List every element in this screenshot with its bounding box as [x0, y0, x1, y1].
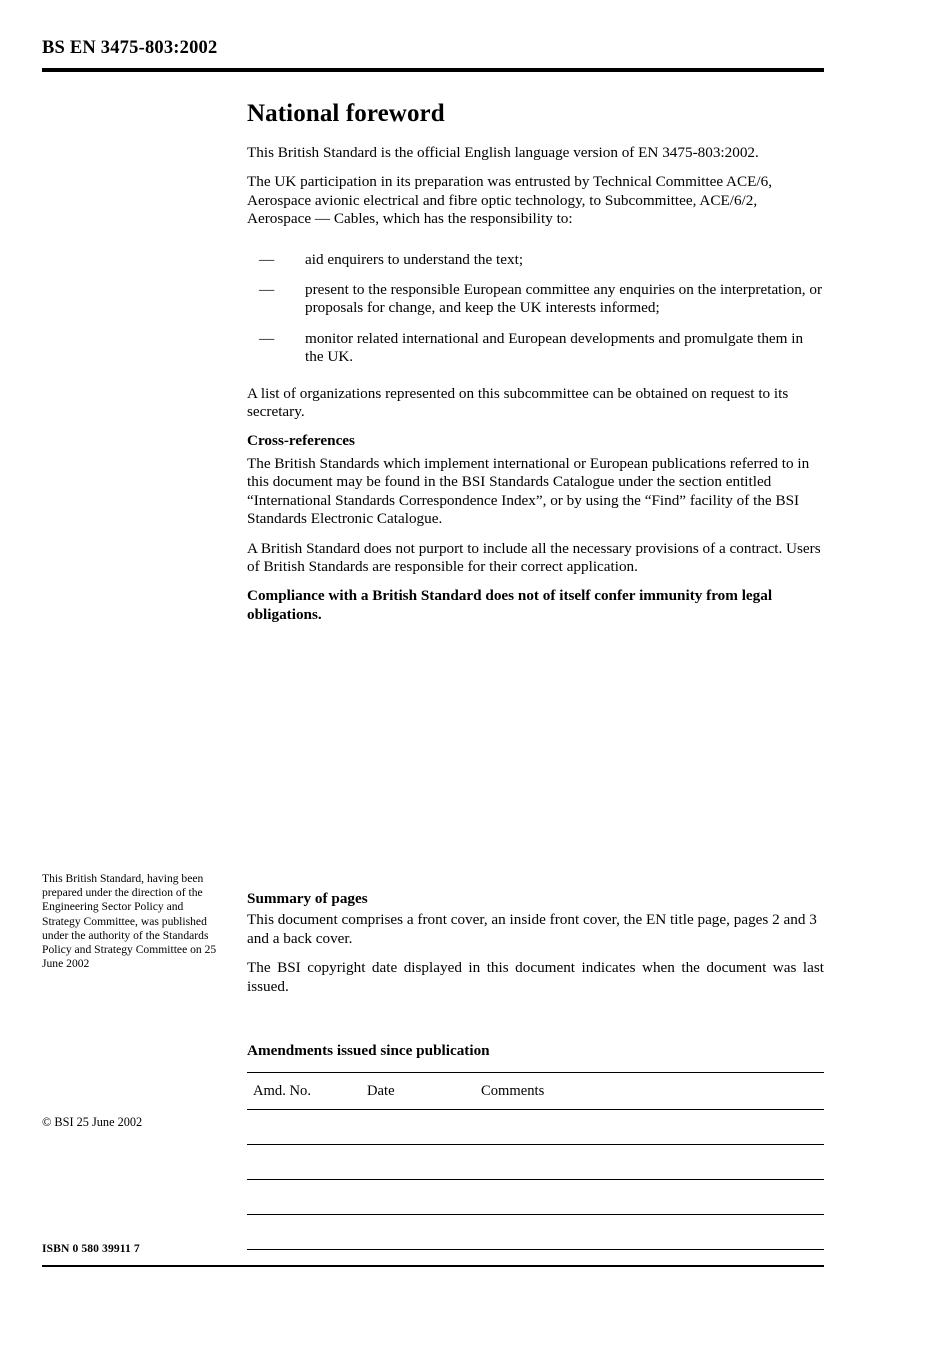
cell-comments	[475, 1145, 824, 1180]
table-row	[247, 1180, 824, 1215]
copyright-line: © BSI 25 June 2002	[42, 1115, 143, 1129]
column-header-comments: Comments	[475, 1073, 824, 1110]
responsibility-list	[247, 251, 824, 367]
cell-date	[361, 1180, 475, 1215]
summary-section	[247, 890, 824, 1007]
dash-bullet-icon: —	[259, 250, 275, 268]
cross-references-paragraph: The British Standards which implement international or European publications referred to in this document may be found in the BSI Standards Catalogue under the section entitled “International Standards Correspondence Index”, or by using the “Find” facility of the BSI Standards Electronic Catalogue.	[247, 454, 810, 528]
table-row	[247, 1110, 824, 1145]
cell-amd-no	[247, 1110, 361, 1145]
amendments-table	[247, 1072, 824, 1250]
compliance-note: Compliance with a British Standard does not of itself confer immunity from legal obligations.	[247, 587, 773, 623]
summary-paragraph-2: The BSI copyright date displayed in this document indicates when the document was last issued.	[247, 959, 824, 995]
table-header-row	[247, 1073, 824, 1110]
table-row	[247, 1215, 824, 1250]
list-item-label: aid enquirers to understand the text;	[305, 250, 524, 268]
cell-amd-no	[247, 1180, 361, 1215]
amendments-title: Amendments issued since publication	[247, 1042, 490, 1059]
cell-comments	[475, 1110, 824, 1145]
margin-note: This British Standard, having been prepared under the direction of the Engineering Sector Policy and Strategy Committee, was published under the authority of the Standards Policy and Strategy Committee on 25 June 2002	[42, 872, 217, 971]
page-title: National foreword	[247, 100, 445, 127]
cell-date	[361, 1110, 475, 1145]
disclaimer-paragraph: A British Standard does not purport to include all the necessary provisions of a contract. Users of British Standards are responsible for their correct application.	[247, 539, 821, 575]
list-item-label: present to the responsible European committee any enquiries on the interpretation, or proposals for change, and keep the UK interests informed;	[305, 281, 823, 317]
cell-amd-no	[247, 1215, 361, 1250]
isbn-line: ISBN 0 580 39911 7	[42, 1242, 140, 1255]
cell-comments	[475, 1180, 824, 1215]
table-row	[247, 1145, 824, 1180]
foreword-paragraph-1: This British Standard is the official English language version of EN 3475-803:2002.	[247, 144, 759, 161]
cell-comments	[475, 1215, 824, 1250]
foreword-paragraph-3: A list of organizations represented on this subcommittee can be obtained on request to its secretary.	[247, 384, 789, 421]
dash-bullet-icon: —	[259, 329, 275, 347]
foreword-paragraph-2: The UK participation in its preparation was entrusted by Technical Committee ACE/6, Aerospace avionic electrical and fibre optic technology, to Subcommittee, ACE/6/2, Aerospace — Cables, which has the responsibility to:	[247, 173, 773, 228]
footer-rule	[42, 1265, 824, 1267]
header-rule	[42, 68, 824, 72]
cell-date	[361, 1215, 475, 1250]
list-item	[247, 251, 824, 269]
amendments-section	[247, 1042, 824, 1250]
list-item	[247, 330, 824, 367]
summary-heading: Summary of pages	[247, 890, 368, 907]
list-item	[247, 281, 824, 318]
cross-references-heading: Cross-references	[247, 432, 355, 450]
list-item-label: monitor related international and European developments and promulgate them in the UK.	[305, 329, 804, 366]
dash-bullet-icon: —	[259, 281, 275, 299]
column-header-date: Date	[361, 1073, 475, 1110]
column-header-amd-no: Amd. No.	[247, 1073, 361, 1110]
cell-date	[361, 1145, 475, 1180]
foreword-section	[247, 100, 824, 624]
cell-amd-no	[247, 1145, 361, 1180]
summary-paragraph-1: This document comprises a front cover, an inside front cover, the EN title page, pages 2 and 3 and a back cover.	[247, 911, 817, 947]
document-number: BS EN 3475-803:2002	[42, 38, 218, 58]
